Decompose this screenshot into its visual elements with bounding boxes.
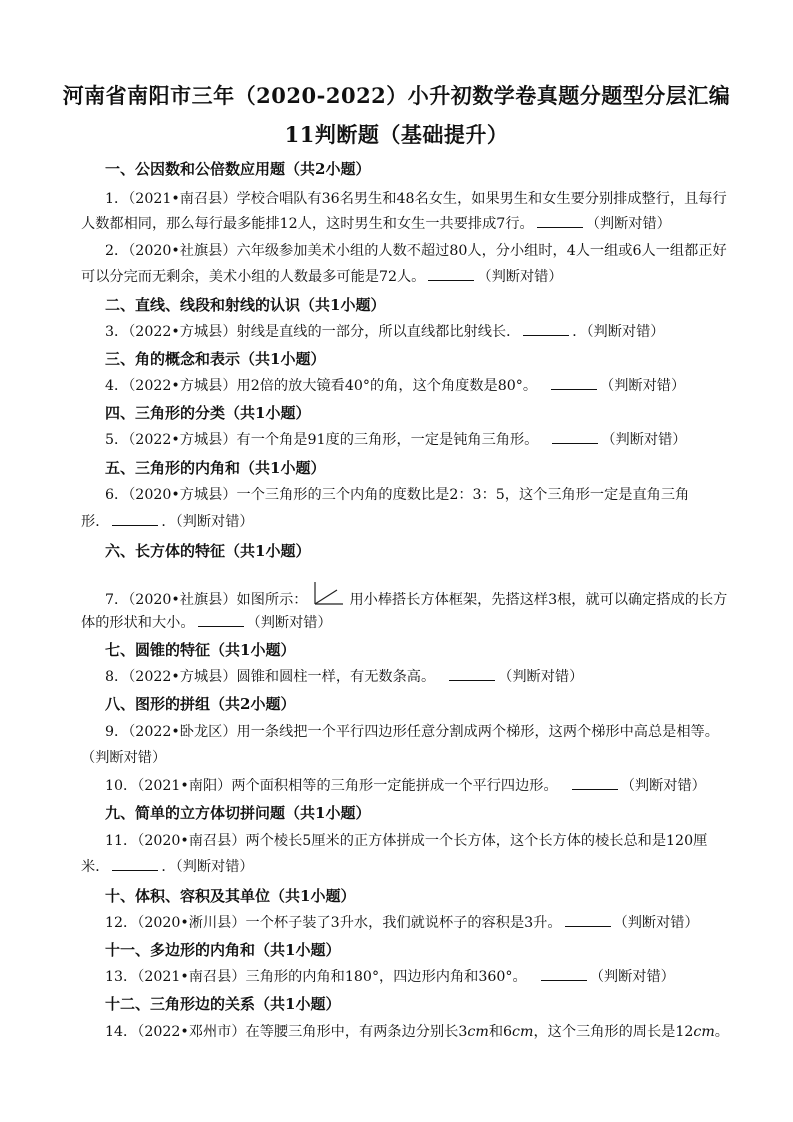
question-8 (105, 666, 583, 686)
question-11-line-1: 11．（2020•南召县）两个棱长5厘米的正方体拼成一个长方体，这个长方体的棱长总和是120厘 (105, 833, 708, 849)
judge-instruction: （判断对错） (613, 915, 699, 931)
question-6-line-1: 6．（2020•方城县）一个三角形的三个内角的度数比是2：3：5，这个三角形一定是直角三角 (105, 487, 690, 503)
judge-instruction: （判断对错） (600, 378, 686, 394)
question-text: 8．（2022•方城县）圆锥和圆柱一样，有无数条高。 (105, 669, 436, 685)
question-14 (105, 1021, 729, 1041)
question-text: 7．（2020•社旗县）如图所示： (105, 592, 308, 608)
question-1-line-2 (81, 213, 671, 233)
answer-blank[interactable] (572, 777, 618, 790)
section-heading-5: 五、三角形的内角和（共1小题） (105, 459, 326, 477)
section-heading-8: 八、图形的拼组（共2小题） (105, 695, 296, 713)
answer-blank[interactable] (449, 668, 495, 681)
answer-blank[interactable] (551, 377, 597, 390)
judge-instruction: ．（判断对错） (161, 514, 254, 530)
judge-instruction: ．（判断对错） (572, 324, 665, 340)
question-9-line-2: （判断对错） (81, 750, 167, 766)
question-6-line-2 (81, 511, 254, 531)
section-heading-2: 二、直线、线段和射线的认识（共1小题） (105, 296, 386, 314)
question-7-line-2 (81, 612, 332, 632)
section-heading-4: 四、三角形的分类（共1小题） (105, 404, 311, 422)
answer-blank[interactable] (112, 858, 158, 871)
question-text: 米． (81, 859, 110, 875)
question-text: 4．（2022•方城县）用2倍的放大镜看40°的角，这个角度数是80°。 (105, 378, 538, 394)
document-subtitle: 11判断题（基础提升） (284, 122, 509, 147)
question-12 (105, 912, 699, 932)
question-5 (105, 429, 686, 449)
section-heading-3: 三、角的概念和表示（共1小题） (105, 350, 326, 368)
judge-instruction: ．（判断对错） (161, 859, 254, 875)
question-11-line-2 (81, 856, 254, 876)
document-title: 河南省南阳市三年（2020-2022）小升初数学卷真题分题型分层汇编 (62, 83, 731, 108)
answer-blank[interactable] (537, 215, 583, 228)
section-heading-11: 十一、多边形的内角和（共1小题） (105, 941, 341, 959)
section-heading-9: 九、简单的立方体切拼问题（共1小题） (105, 804, 371, 822)
question-text: 形． (81, 514, 110, 530)
question-text: 10．（2021•南阳）两个面积相等的三角形一定能拼成一个平行四边形。 (105, 778, 558, 794)
answer-blank[interactable] (541, 968, 587, 981)
three-sticks-figure (309, 580, 347, 608)
unit-cm: cm (512, 1024, 534, 1040)
answer-blank[interactable] (112, 513, 158, 526)
question-3 (105, 321, 665, 341)
judge-instruction: （判断对错） (620, 778, 706, 794)
answer-blank[interactable] (552, 431, 598, 444)
judge-instruction: （判断对错） (477, 269, 563, 285)
question-10 (105, 775, 706, 795)
question-1-line-1: 1．（2021•南召县）学校合唱队有36名男生和48名女生，如果男生和女生要分别排成整行，且每行 (105, 191, 727, 207)
question-7-line-1 (105, 580, 727, 609)
question-13 (105, 966, 675, 986)
section-heading-7: 七、圆锥的特征（共1小题） (105, 641, 296, 659)
question-text: 可以分完而无剩余，美术小组的人数最多可能是72人。 (81, 269, 426, 285)
judge-instruction: （判断对错） (498, 669, 584, 685)
answer-blank[interactable] (565, 914, 611, 927)
judge-instruction: （判断对错） (585, 216, 671, 232)
section-heading-12: 十二、三角形边的关系（共1小题） (105, 995, 341, 1013)
question-4 (105, 375, 685, 395)
question-2-line-2 (81, 266, 563, 286)
question-text: 体的形状和大小。 (81, 615, 195, 631)
section-heading-6: 六、长方体的特征（共1小题） (105, 542, 311, 560)
question-9-line-1: 9．（2022•卧龙区）用一条线把一个平行四边形任意分割成两个梯形，这两个梯形中高总是相等。 (105, 724, 719, 740)
question-text: 12．（2020•淅川县）一个杯子装了3升水，我们就说杯子的容积是3升。 (105, 915, 562, 931)
section-heading-10: 十、体积、容积及其单位（共1小题） (105, 887, 356, 905)
question-text: 3．（2022•方城县）射线是直线的一部分，所以直线都比射线长． (105, 324, 521, 340)
unit-cm: cm (467, 1024, 489, 1040)
question-text: 13．（2021•南召县）三角形的内角和180°，四边形内角和360°。 (105, 969, 527, 985)
question-text: 人数都相同，那么每行最多能排12人，这时男生和女生一共要排成7行。 (81, 216, 534, 232)
question-text: 14．（2022•邓州市）在等腰三角形中，有两条边分别长3 (105, 1024, 468, 1040)
question-text: ，这个三角形的周长是12 (533, 1024, 694, 1040)
section-heading-1: 一、公因数和公倍数应用题（共2小题） (105, 160, 371, 178)
unit-cm: cm (693, 1024, 715, 1040)
judge-instruction: （判断对错） (589, 969, 675, 985)
question-text: 和6 (488, 1024, 513, 1040)
judge-instruction: （判断对错） (601, 432, 687, 448)
question-2-line-1: 2．（2020•社旗县）六年级参加美术小组的人数不超过80人，分小组时，4人一组或6人一组都正好 (105, 243, 727, 259)
question-text: 5．（2022•方城县）有一个角是91度的三角形，一定是钝角三角形。 (105, 432, 539, 448)
question-text-continued: 用小棒搭长方体框架，先搭这样3根，就可以确定搭成的长方 (349, 592, 728, 608)
judge-instruction: （判断对错） (246, 615, 332, 631)
question-text: 。 (714, 1024, 729, 1040)
answer-blank[interactable] (523, 323, 569, 336)
answer-blank[interactable] (428, 268, 474, 281)
answer-blank[interactable] (198, 614, 244, 627)
